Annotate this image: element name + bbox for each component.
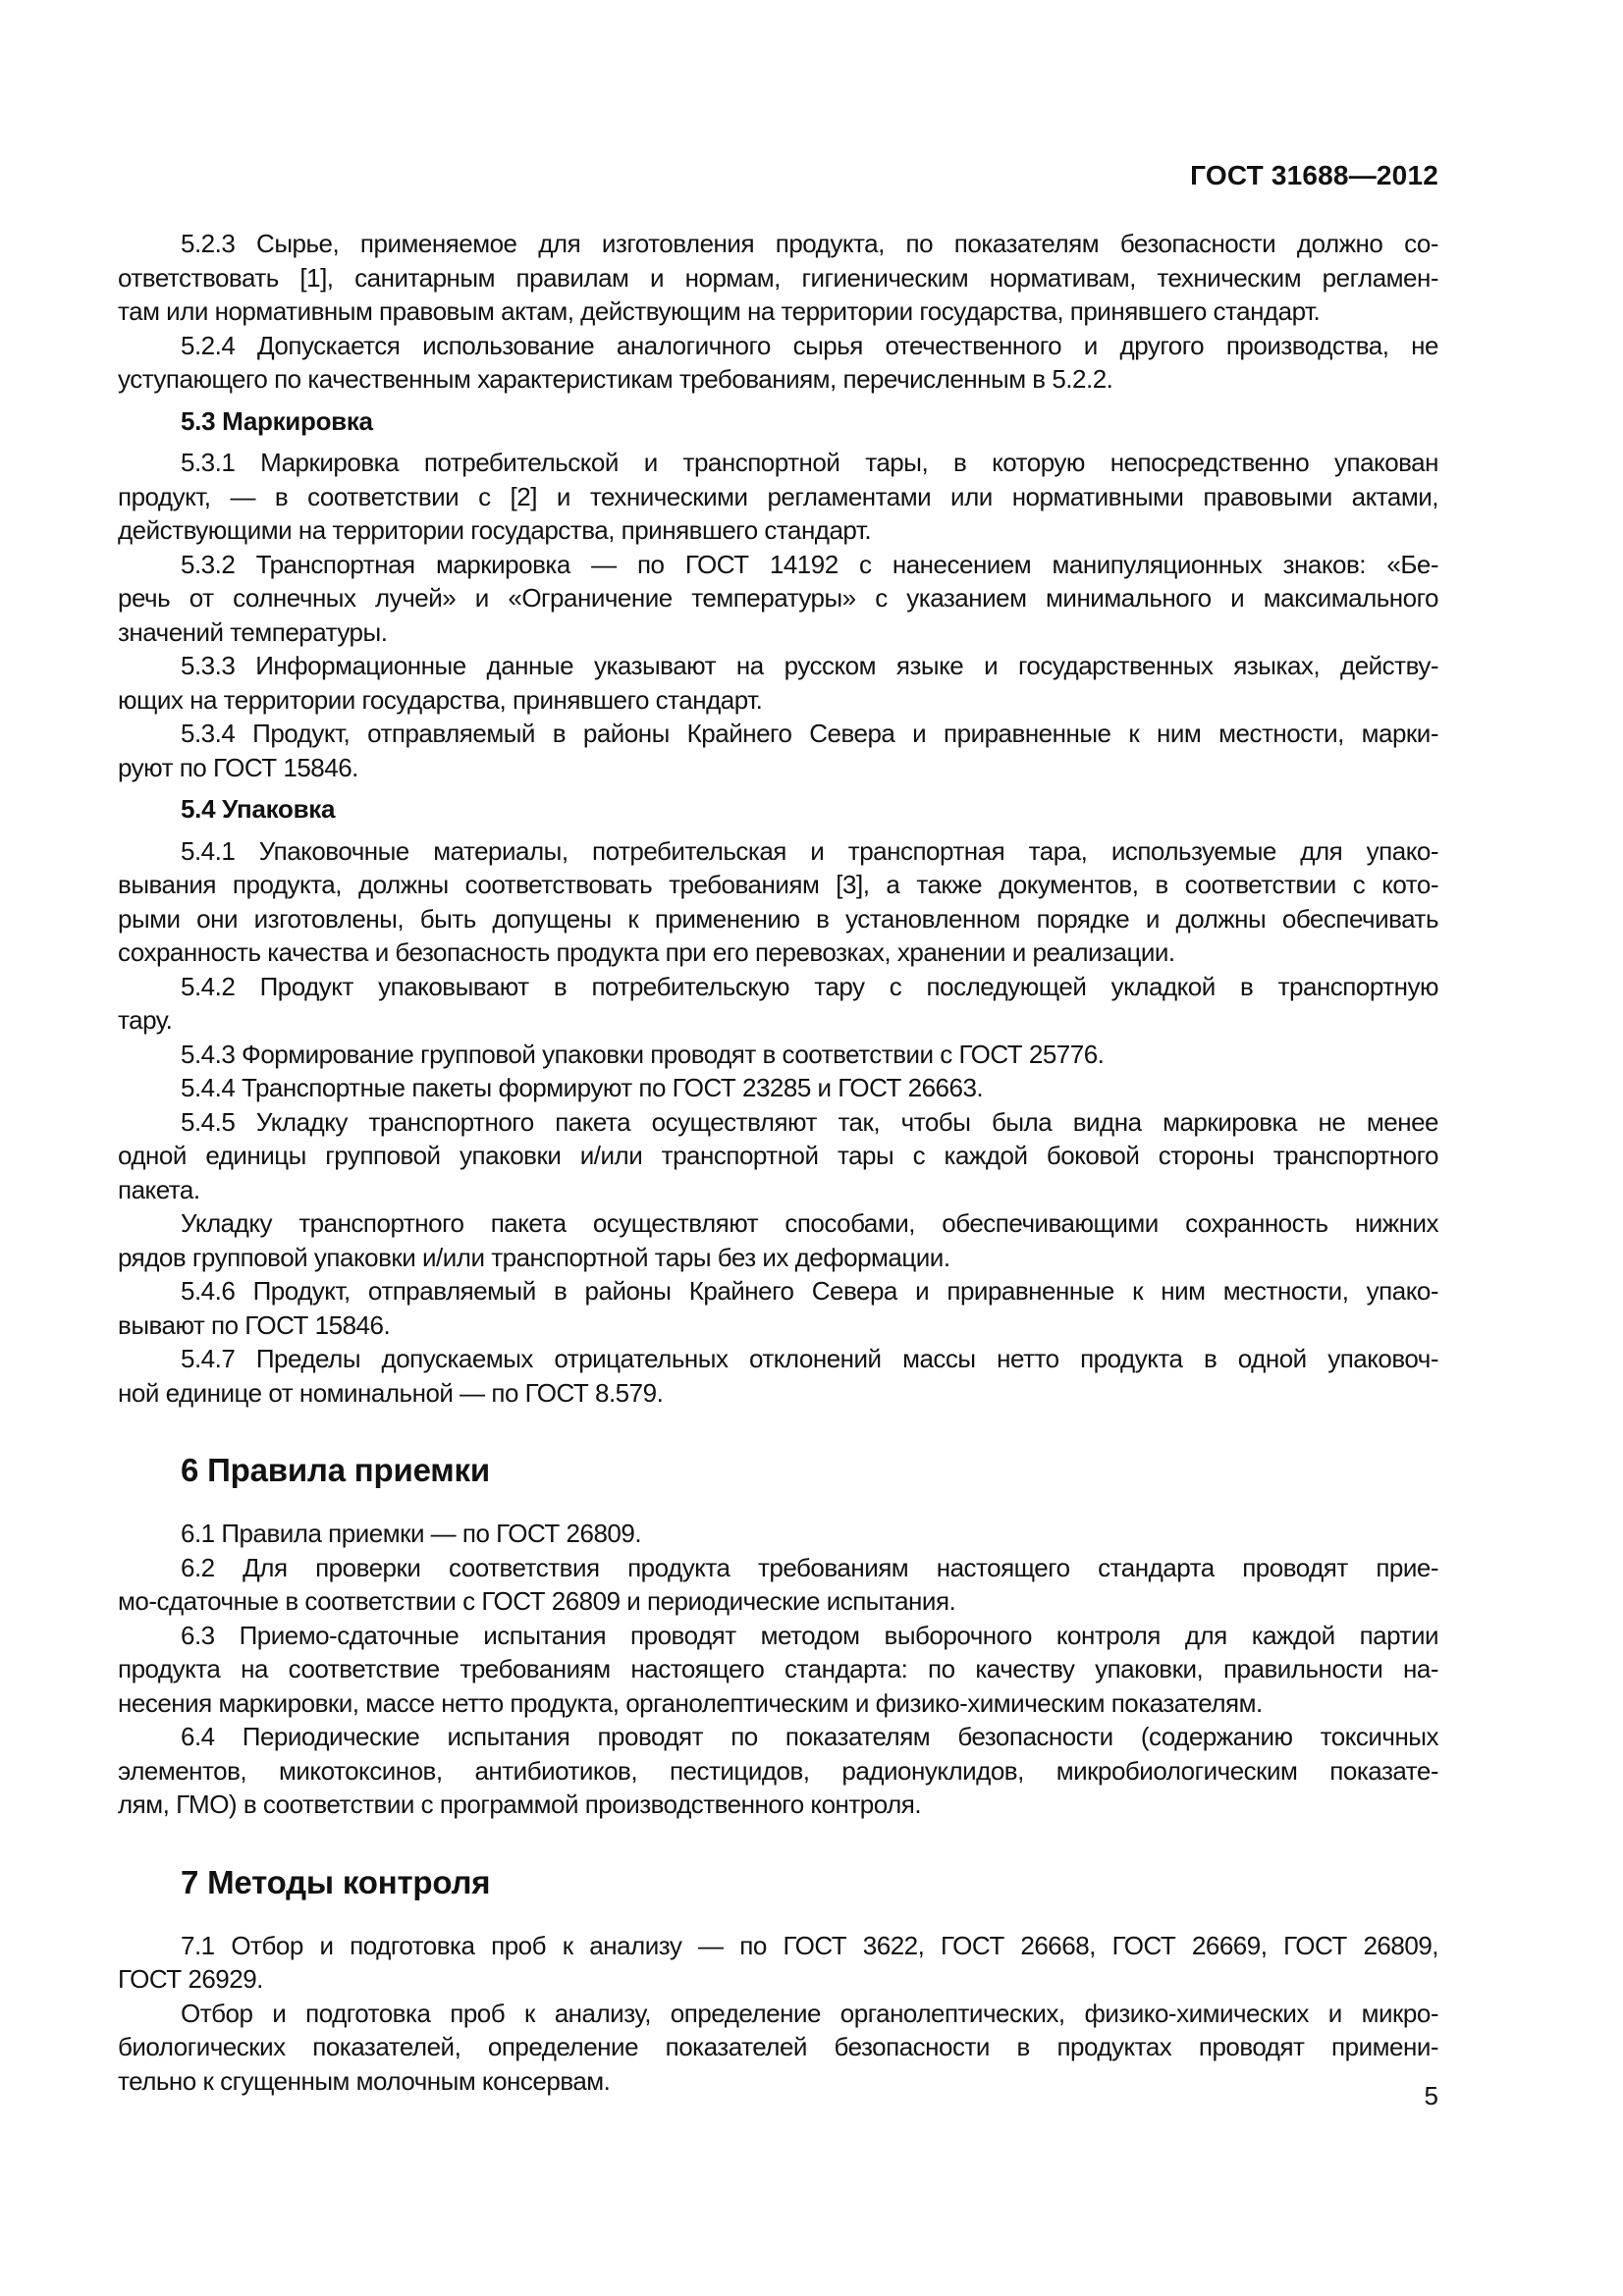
paragraph — [118, 1274, 1438, 1342]
text-line: 5.4.6 Продукт, отправляемый в районы Крайнего Севера и приравненные к ним местности, упако- — [181, 1276, 1438, 1306]
paragraph — [118, 446, 1438, 548]
text-line: руют по ГОСТ 15846. — [118, 752, 358, 782]
text-line: вывания продукта, должны соответствовать требованиям [3], а также документов, в соответствии с кото- — [118, 870, 1438, 899]
paragraph — [118, 834, 1438, 970]
paragraph — [118, 1929, 1438, 1997]
text-line: 5.4.7 Пределы допускаемых отрицательных отклонений массы нетто продукта в одной упаковоч- — [181, 1344, 1438, 1373]
text-line: тельно к сгущенным молочным консервам. — [118, 2065, 611, 2096]
paragraph — [118, 329, 1438, 397]
text-line: уступающего по качественным характеристикам требованиям, перечисленным в 5.2.2. — [118, 364, 1113, 394]
paragraph — [118, 1619, 1438, 1721]
document-content — [118, 227, 1438, 2098]
text-line: 6.3 Приемо-сдаточные испытания проводят методом выборочного контроля для каждой партии — [181, 1620, 1438, 1650]
section-heading: 7 Методы контроля — [181, 1863, 491, 1900]
text-line: ющих на территории государства, принявшего стандарт. — [118, 684, 763, 715]
text-line: Отбор и подготовка проб к анализу, определение органолептических, физико-химических и микро- — [181, 1998, 1438, 2028]
text-line: вывают по ГОСТ 15846. — [118, 1309, 391, 1340]
text-line: действующими на территории государства, принявшего стандарт. — [118, 515, 872, 545]
paragraph — [118, 1342, 1438, 1410]
paragraph — [118, 1206, 1438, 1274]
text-line: там или нормативным правовым актам, действующим на территории государства, принявшего стандарт. — [118, 296, 1321, 326]
text-line: биологических показателей, определение показателей безопасности в продуктах проводят примени- — [118, 2032, 1438, 2061]
paragraph — [118, 1105, 1438, 1207]
text-line: ответствовать [1], санитарным правилам и нормам, гигиеническим нормативам, техническим регламен- — [118, 262, 1438, 293]
text-line: речь от солнечных лучей» и «Ограничение температуры» с указанием минимального и максимального — [118, 583, 1438, 613]
paragraph — [118, 227, 1438, 329]
text-line: Укладку транспортного пакета осуществляют способами, обеспечивающими сохранность нижних — [181, 1208, 1438, 1238]
paragraph — [118, 1517, 1438, 1551]
paragraph — [118, 717, 1438, 784]
text-line: продукта на соответствие требованиям настоящего стандарта: по качеству упаковки, правильности на- — [118, 1654, 1438, 1683]
text-line: тару. — [118, 1005, 173, 1035]
paragraph — [118, 649, 1438, 717]
text-line: продукт, — в соответствии с [2] и техническими регламентами или нормативными правовыми актами, — [118, 481, 1438, 511]
text-line: сохранность качества и безопасность продукта при его перевозках, хранении и реализации. — [118, 937, 1175, 967]
text-line: рядов групповой упаковки и/или транспортной тары без их деформации. — [118, 1242, 950, 1272]
text-line: 5.4.2 Продукт упаковывают в потребительскую тару с последующей укладкой в транспортную — [181, 971, 1438, 1001]
text-line: рыми они изготовлены, быть допущены к применению в установленном порядке и должны обеспечивать — [118, 903, 1438, 934]
text-line: 5.4.5 Укладку транспортного пакета осуществляют так, чтобы была видна маркировка не менее — [181, 1106, 1438, 1137]
text-line: элементов, микотоксинов, антибиотиков, пестицидов, радионуклидов, микробиологическим показате- — [118, 1755, 1438, 1786]
text-line: 5.3.4 Продукт, отправляемый в районы Крайнего Севера и приравненные к ним местности, марки- — [181, 719, 1438, 748]
text-line: 5.3.2 Транспортная маркировка — по ГОСТ 14192 с нанесением манипуляционных знаков: «Бе- — [181, 549, 1438, 579]
text-line: одной единицы групповой упаковки и/или транспортной тары с каждой боковой стороны транспортного — [118, 1141, 1438, 1170]
text-line: мо-сдаточные в соответствии с ГОСТ 26809 и периодические испытания. — [118, 1586, 956, 1616]
text-line: 6.1 Правила приемки — по ГОСТ 26809. — [181, 1519, 642, 1548]
running-header: ГОСТ 31688—2012 — [1190, 160, 1438, 190]
paragraph — [118, 1551, 1438, 1619]
text-line: лям, ГМО) в соответствии с программой производственного контроля. — [118, 1789, 922, 1819]
text-line: 5.3.1 Маркировка потребительской и транспортной тары, в которую непосредственно упакован — [181, 448, 1438, 477]
text-line: 5.2.4 Допускается использование аналогичного сырья отечественного и другого производства, не — [181, 330, 1438, 360]
paragraph — [118, 970, 1438, 1038]
paragraph — [118, 1720, 1438, 1822]
text-line: 6.4 Периодические испытания проводят по показателям безопасности (содержанию токсичных — [181, 1722, 1438, 1751]
text-line: 7.1 Отбор и подготовка проб к анализу — по ГОСТ 3622, ГОСТ 26668, ГОСТ 26669, ГОСТ 26809, — [181, 1930, 1438, 1960]
section-subheading: 5.4 Упаковка — [181, 794, 336, 824]
text-line: 5.2.3 Сырье, применяемое для изготовления продукта, по показателям безопасности должно со- — [181, 229, 1438, 258]
paragraph — [118, 1071, 1438, 1105]
text-line: 5.4.1 Упаковочные материалы, потребительская и транспортная тара, используемые для упако- — [181, 835, 1438, 866]
section-heading: 6 Правила приемки — [181, 1452, 490, 1488]
page-number: 5 — [1424, 2081, 1438, 2110]
text-line: 5.3.3 Информационные данные указывают на русском языке и государственных языках, действу- — [181, 651, 1438, 680]
text-line: значений температуры. — [118, 616, 388, 647]
text-line: пакета. — [118, 1174, 200, 1204]
text-line: 5.4.4 Транспортные пакеты формируют по ГОСТ 23285 и ГОСТ 26663. — [181, 1073, 984, 1102]
text-line: ГОСТ 26929. — [118, 1964, 263, 1994]
text-line: 5.4.3 Формирование групповой упаковки проводят в соответствии с ГОСТ 25776. — [181, 1039, 1105, 1069]
text-line: 6.2 Для проверки соответствия продукта требованиям настоящего стандарта проводят прие- — [181, 1552, 1438, 1582]
section-subheading: 5.3 Маркировка — [181, 405, 373, 436]
paragraph — [118, 1038, 1438, 1072]
text-line: несения маркировки, массе нетто продукта, органолептическим и физико-химическим показателям. — [118, 1687, 1263, 1718]
paragraph — [118, 548, 1438, 650]
text-line: ной единице от номинальной — по ГОСТ 8.579. — [118, 1377, 664, 1408]
